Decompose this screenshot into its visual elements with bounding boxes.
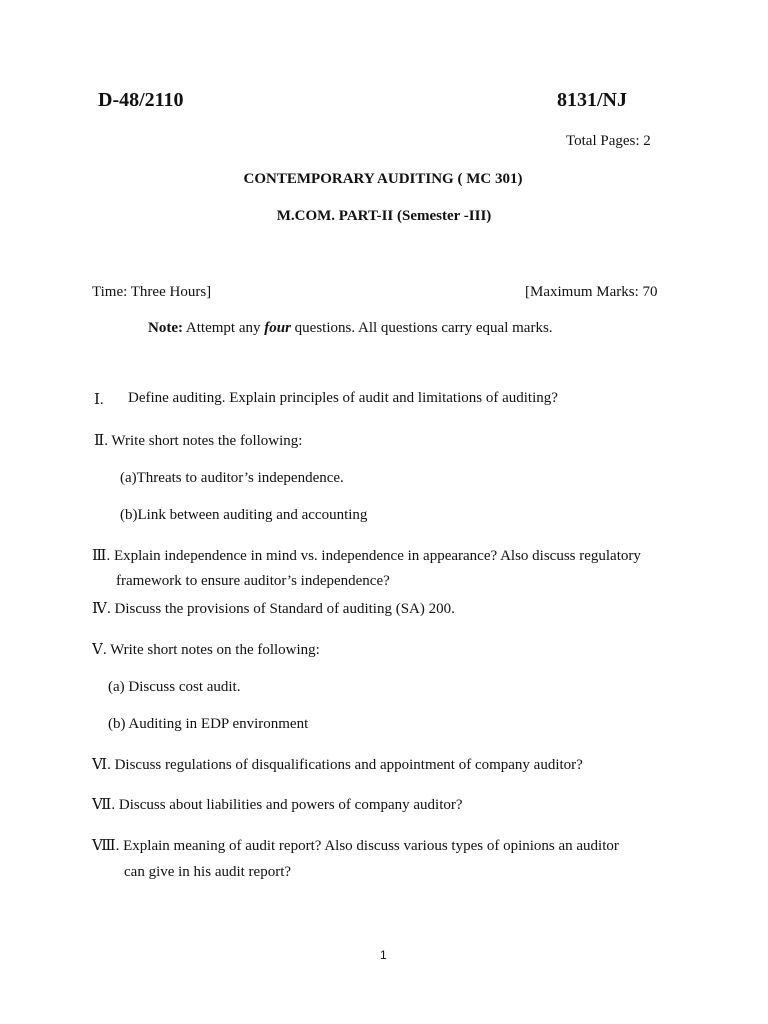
instruction-note	[148, 320, 553, 337]
course-title	[0, 171, 768, 188]
maximum-marks: [Maximum Marks: 70	[525, 284, 658, 300]
question-8	[92, 836, 619, 855]
question-7	[92, 795, 463, 814]
question-5a: (a) Discuss cost audit.	[108, 679, 241, 695]
note-label: Note:	[148, 320, 183, 336]
total-pages: Total Pages: 2	[566, 133, 651, 149]
question-2	[94, 431, 302, 450]
question-3-number: Ⅲ.	[92, 548, 111, 564]
question-2b: (b)Link between auditing and accounting	[120, 507, 368, 523]
question-5	[92, 640, 320, 659]
question-7-text: Discuss about liabilities and powers of company auditor?	[115, 797, 463, 813]
question-6	[92, 755, 583, 774]
question-3-line-2: framework to ensure auditor’s independence?	[116, 573, 390, 589]
note-pre: Attempt any	[182, 320, 265, 336]
question-8-number: Ⅷ.	[92, 838, 120, 854]
question-6-text: Discuss regulations of disqualifications and appointment of company auditor?	[110, 757, 583, 773]
question-1-text: Define auditing. Explain principles of audit and limitations of auditing?	[128, 390, 558, 406]
question-3	[92, 546, 641, 565]
paper-code-left: D-48/2110	[98, 89, 184, 111]
question-8-line-2: can give in his audit report?	[124, 864, 292, 880]
question-4-number: Ⅳ.	[92, 601, 111, 617]
question-2-number: Ⅱ.	[94, 433, 108, 449]
question-7-number: Ⅶ.	[92, 797, 116, 813]
question-5b: (b) Auditing in EDP environment	[108, 716, 309, 732]
question-5-text: Write short notes on the following:	[106, 642, 320, 658]
program-title	[0, 208, 768, 225]
question-5-number: Ⅴ.	[92, 642, 107, 658]
question-6-number: Ⅵ.	[92, 757, 111, 773]
page-number: 1	[380, 948, 387, 962]
question-1-number: Ⅰ.	[94, 392, 104, 408]
question-2a: (a)Threats to auditor’s independence.	[120, 470, 344, 486]
note-emphasis: four	[264, 320, 291, 336]
question-3-line-1: Explain independence in mind vs. independence in appearance? Also discuss regulatory	[110, 548, 641, 564]
question-4	[92, 599, 455, 618]
question-8-line-1: Explain meaning of audit report? Also discuss various types of opinions an auditor	[119, 838, 619, 854]
exam-time: Time: Three Hours]	[92, 284, 212, 300]
question-2-text: Write short notes the following:	[107, 433, 303, 449]
program-title-text: M.COM. PART-II (Semester -III)	[276, 208, 492, 224]
question-4-text: Discuss the provisions of Standard of auditing (SA) 200.	[110, 601, 455, 617]
paper-code-right: 8131/NJ	[557, 89, 627, 111]
course-title-text: CONTEMPORARY AUDITING ( MC 301)	[243, 171, 523, 187]
note-post: questions. All questions carry equal marks.	[290, 320, 553, 336]
